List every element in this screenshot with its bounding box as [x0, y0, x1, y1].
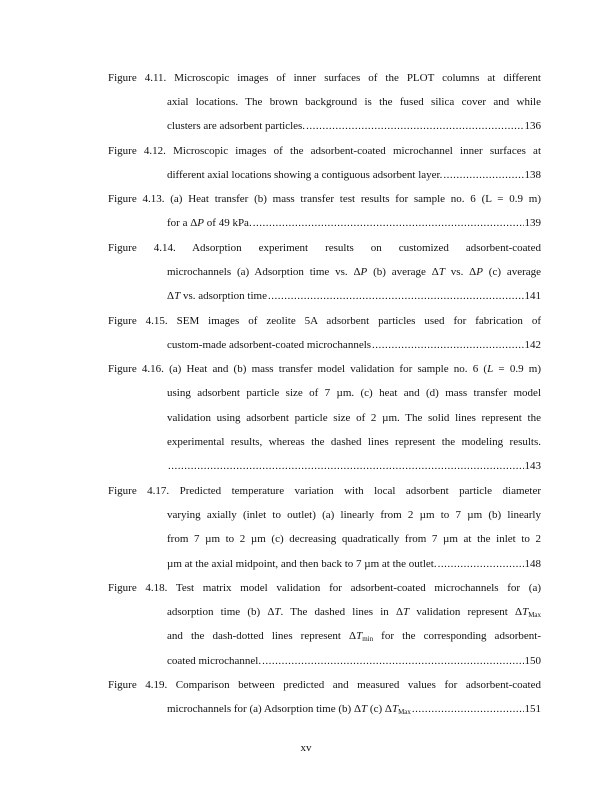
leader-dots — [262, 654, 523, 668]
leader-dots — [253, 216, 524, 230]
entry-4-15-line-1: Figure 4.15. SEM images of zeolite 5A adsorbent particles used for fabrication of — [108, 315, 541, 327]
entry-4-16-line-2: using adsorbent particle size of 7 µm. (c) heat and (d) mass transfer model — [167, 387, 541, 399]
entry-text: coated microchannel. — [167, 655, 262, 667]
entry-4-17-line-1: Figure 4.17. Predicted temperature variation with local adsorbent particle diameter — [108, 485, 541, 497]
entry-4-18-line-4[interactable] — [167, 654, 541, 668]
entry-4-14-line-3[interactable] — [167, 289, 541, 303]
entry-text: ΔT vs. adsorption time — [167, 290, 267, 302]
page-ref: 138 — [524, 169, 541, 181]
page-ref: 141 — [524, 290, 541, 302]
entry-4-16-line-5[interactable] — [167, 459, 541, 473]
leader-dots — [412, 702, 524, 716]
page-ref: 150 — [524, 655, 541, 667]
entry-4-11-line-2: axial locations. The brown background is the fused silica cover and while — [167, 96, 541, 108]
entry-4-17-line-2: varying axially (inlet to outlet) (a) linearly from 2 µm to 7 µm (b) linearly — [167, 509, 541, 521]
entry-4-18-line-2: adsorption time (b) ΔT. The dashed lines in ΔT validation represent $\Delta T_{Max}$ — [167, 606, 542, 619]
entry-4-16-line-4: experimental results, whereas the dashed lines represent the modeling results. — [167, 436, 541, 448]
entry-text: clusters are adsorbent particles. — [167, 120, 306, 132]
entry-4-15-line-2[interactable] — [167, 338, 541, 352]
entry-4-19-line-1: Figure 4.19. Comparison between predicted and measured values for adsorbent-coated — [108, 679, 541, 691]
entry-4-18-line-3: and the dash-dotted lines represent $\Delta T_{min}$ for the corresponding adsorbent- — [167, 630, 541, 643]
entry-4-19-line-2[interactable] — [167, 702, 541, 716]
entry-4-17-line-3: from 7 µm to 2 µm (c) decreasing quadratically from 7 µm at the inlet to 2 — [167, 533, 541, 545]
page-number: xv — [300, 742, 312, 754]
leader-dots — [443, 168, 523, 182]
entry-4-13-line-1: Figure 4.13. (a) Heat transfer (b) mass transfer test results for sample no. 6 (L = 0.9 m) — [108, 193, 541, 205]
entry-4-16-line-1: Figure 4.16. (a) Heat and (b) mass transfer model validation for sample no. 6 (L = 0.9 m) — [108, 363, 541, 375]
leader-dots — [438, 557, 524, 571]
entry-4-14-line-2: microchannels (a) Adsorption time vs. ΔP (b) average ΔT vs. ΔP (c) average — [167, 266, 542, 278]
entry-text: different axial locations showing a contiguous adsorbent layer. — [167, 169, 443, 181]
entry-4-12-line-1: Figure 4.12. Microscopic images of the adsorbent-coated microchannel inner surfaces at — [108, 145, 541, 157]
leader-dots — [306, 119, 523, 133]
entry-4-11-line-3[interactable] — [167, 119, 541, 133]
entry-text: µm at the axial midpoint, and then back to 7 µm at the outlet. — [167, 558, 437, 570]
entry-4-18-line-1: Figure 4.18. Test matrix model validation for adsorbent-coated microchannels for (a) — [108, 582, 541, 594]
entry-4-12-line-2[interactable] — [167, 168, 541, 182]
entry-text: custom-made adsorbent-coated microchannels — [167, 339, 372, 351]
entry-4-14-line-1: Figure 4.14. Adsorption experiment results on customized adsorbent-coated — [108, 242, 541, 254]
page-ref: 151 — [524, 703, 541, 715]
leader-dots — [268, 289, 524, 303]
page-ref: 136 — [524, 120, 541, 132]
entry-4-11-line-1: Figure 4.11. Microscopic images of inner surfaces of the PLOT columns at different — [108, 72, 541, 84]
page-ref: 143 — [524, 460, 541, 472]
page-ref: 139 — [524, 217, 541, 229]
entry-4-16-line-3: validation using adsorbent particle size of 2 µm. The solid lines represent the — [167, 412, 541, 424]
page-ref: 148 — [524, 558, 541, 570]
entry-text: for a ΔP of 49 kPa. — [167, 217, 252, 229]
entry-4-13-line-2[interactable] — [167, 216, 541, 230]
leader-dots — [372, 338, 523, 352]
entry-text: microchannels for (a) Adsorption time (b) ΔT (c) $\Delta T_{Max}$ — [167, 703, 411, 716]
leader-dots — [168, 459, 524, 473]
page-ref: 142 — [524, 339, 541, 351]
entry-4-17-line-4[interactable] — [167, 557, 541, 571]
